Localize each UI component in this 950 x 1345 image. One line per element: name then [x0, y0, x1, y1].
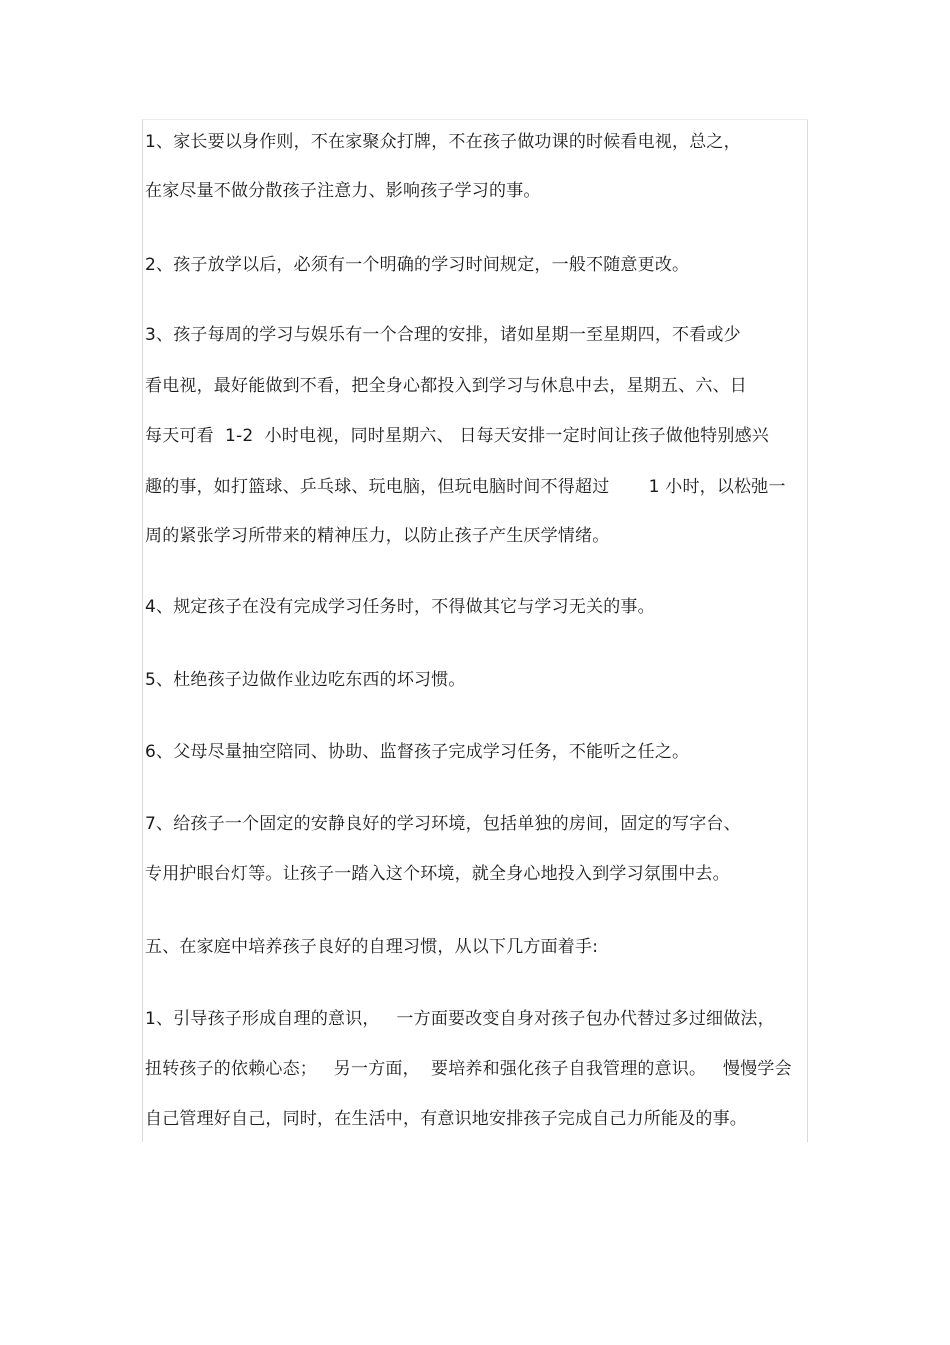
text-line-6: 每天可看 1-2 小时电视，同时星期六、 日每天安排一定时间让孩子做他特别感兴: [145, 426, 769, 446]
text-line-4: 3、孩子每周的学习与娱乐有一个合理的安排，诸如星期一至星期四，不看或少: [145, 325, 741, 345]
text-line-1: 1、家长要以身作则，不在家聚众打牌，不在孩子做功课的时候看电视，总之，: [145, 132, 741, 152]
text-line-14: 五、在家庭中培养孩子良好的自理习惯，从以下几方面着手:: [145, 937, 599, 957]
text-line-9: 4、规定孩子在没有完成学习任务时，不得做其它与学习无关的事。: [145, 597, 655, 617]
text-line-2: 在家尽量不做分散孩子注意力、影响孩子学习的事。: [145, 181, 541, 201]
text-line-3: 2、孩子放学以后，必须有一个明确的学习时间规定，一般不随意更改。: [145, 255, 690, 275]
text-line-11: 6、父母尽量抽空陪同、协助、监督孩子完成学习任务，不能听之任之。: [145, 742, 690, 762]
text-line-16: 扭转孩子的依赖心态； 另一方面， 要培养和强化孩子自我管理的意识。 慢慢学会: [145, 1059, 792, 1079]
text-line-17: 自己管理好自己，同时，在生活中，有意识地安排孩子完成自己力所能及的事。: [145, 1109, 747, 1129]
text-line-13: 专用护眼台灯等。让孩子一踏入这个环境，就全身心地投入到学习氛围中去。: [145, 864, 730, 884]
text-line-7: 趣的事，如打篮球、乒乓球、玩电脑，但玩电脑时间不得超过 1 小时，以松弛一: [145, 477, 786, 497]
text-line-12: 7、给孩子一个固定的安静良好的学习环境，包括单独的房间，固定的写字台、: [145, 814, 741, 834]
text-line-5: 看电视，最好能做到不看，把全身心都投入到学习与休息中去，星期五、六、日: [145, 376, 747, 396]
text-line-15: 1、引导孩子形成自理的意识， 一方面要改变自身对孩子包办代替过多过细做法，: [145, 1009, 775, 1029]
text-line-10: 5、杜绝孩子边做作业边吃东西的坏习惯。: [145, 670, 466, 690]
text-line-8: 周的紧张学习所带来的精神压力，以防止孩子产生厌学情绪。: [145, 526, 610, 546]
